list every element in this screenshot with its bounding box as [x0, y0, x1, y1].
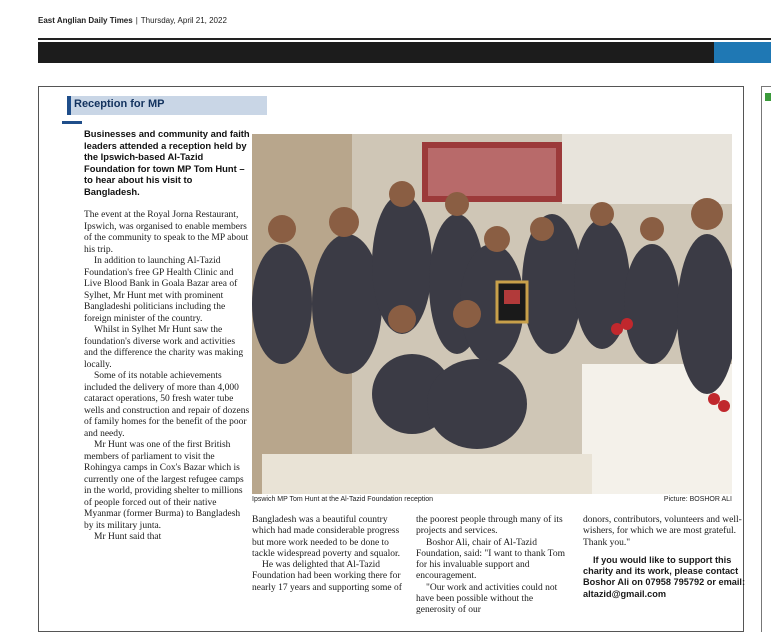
paragraph: Some of its notable achievements included the delivery of more than 4,000 cataract operations, 50 fresh water tube wells and construction and repair of dozens of family homes for the benefit of the poor and needy.: [84, 371, 250, 439]
issue-date: Thursday, April 21, 2022: [140, 16, 227, 25]
paragraph: The event at the Royal Jorna Restaurant, Ipswich, was organised to enable members of the community to speak to the MP about his trip.: [84, 210, 249, 255]
header-accent-bar: [714, 42, 771, 63]
paragraph: In addition to launching Al-Tazid Foundation's free GP Health Clinic and Live Blood Bank in Goala Bazar area of Sylhet, Mr Hunt met with prominent Bangladeshi politicians including the foreign minister of the country.: [84, 256, 238, 324]
adjacent-article-marker: [765, 93, 771, 101]
top-rule: [38, 38, 771, 40]
column-1: [84, 210, 250, 544]
headline: Reception for MP: [74, 98, 165, 110]
paper-name: East Anglian Daily Times: [38, 16, 133, 25]
paragraph: "Our work and activities could not have been possible without the generosity of our: [416, 582, 558, 616]
photo-credit: Picture: BOSHOR ALI: [663, 496, 732, 503]
paragraph: Bangladesh was a beautiful country which had made considerable progress but more work needed to be done to tackle widespread poverty and squalor.: [252, 515, 400, 559]
paragraph: donors, contributors, volunteers and well-wishers, for which we are most grateful. Thank you.": [583, 515, 742, 548]
paragraph: Whilst in Sylhet Mr Hunt saw the foundation's diverse work and activities and the difference the charity was making locally.: [84, 325, 244, 370]
masthead: [38, 16, 227, 25]
reception-photo: [252, 134, 732, 494]
header-bar: [38, 42, 714, 63]
paragraph: the poorest people through many of its projects and services.: [416, 515, 563, 537]
paragraph: Mr Hunt was one of the first British members of parliament to visit the Rohingya camps in Cox's Bazar which is currently one of the largest refugee camps in the world, providing shelter to millions of people forced out of their native Myanmar (former Burma) to Bangladesh by its military junta.: [84, 440, 244, 531]
group-photo-illustration: [252, 134, 732, 494]
adjacent-article-frame: [761, 86, 771, 632]
paragraph: He was delighted that Al-Tazid Foundation had been working there for nearly 17 years and supporting some of: [252, 560, 402, 593]
intro-paragraph: Businesses and community and faith leaders attended a reception held by the Ipswich-based Al-Tazid Foundation for town MP Tom Hunt – to hear about his visit to Bangladesh.: [84, 128, 250, 197]
masthead-separator: |: [135, 16, 138, 25]
accent-dash: [62, 121, 82, 124]
support-contact: If you would like to support this charity and its work, please contact Boshor Ali on 07958 795792 or email: altazid@gmail.com: [583, 554, 746, 599]
paragraph: Boshor Ali, chair of Al-Tazid Foundation, said: "I want to thank Tom for his invaluable support and encouragement.: [416, 537, 565, 582]
column-3: [416, 515, 568, 617]
paragraph: Mr Hunt said that: [94, 532, 162, 542]
column-4: [583, 515, 753, 600]
photo-caption: [252, 496, 732, 503]
column-2: [252, 515, 402, 594]
caption-text: Ipswich MP Tom Hunt at the Al-Tazid Foundation reception: [252, 496, 434, 503]
